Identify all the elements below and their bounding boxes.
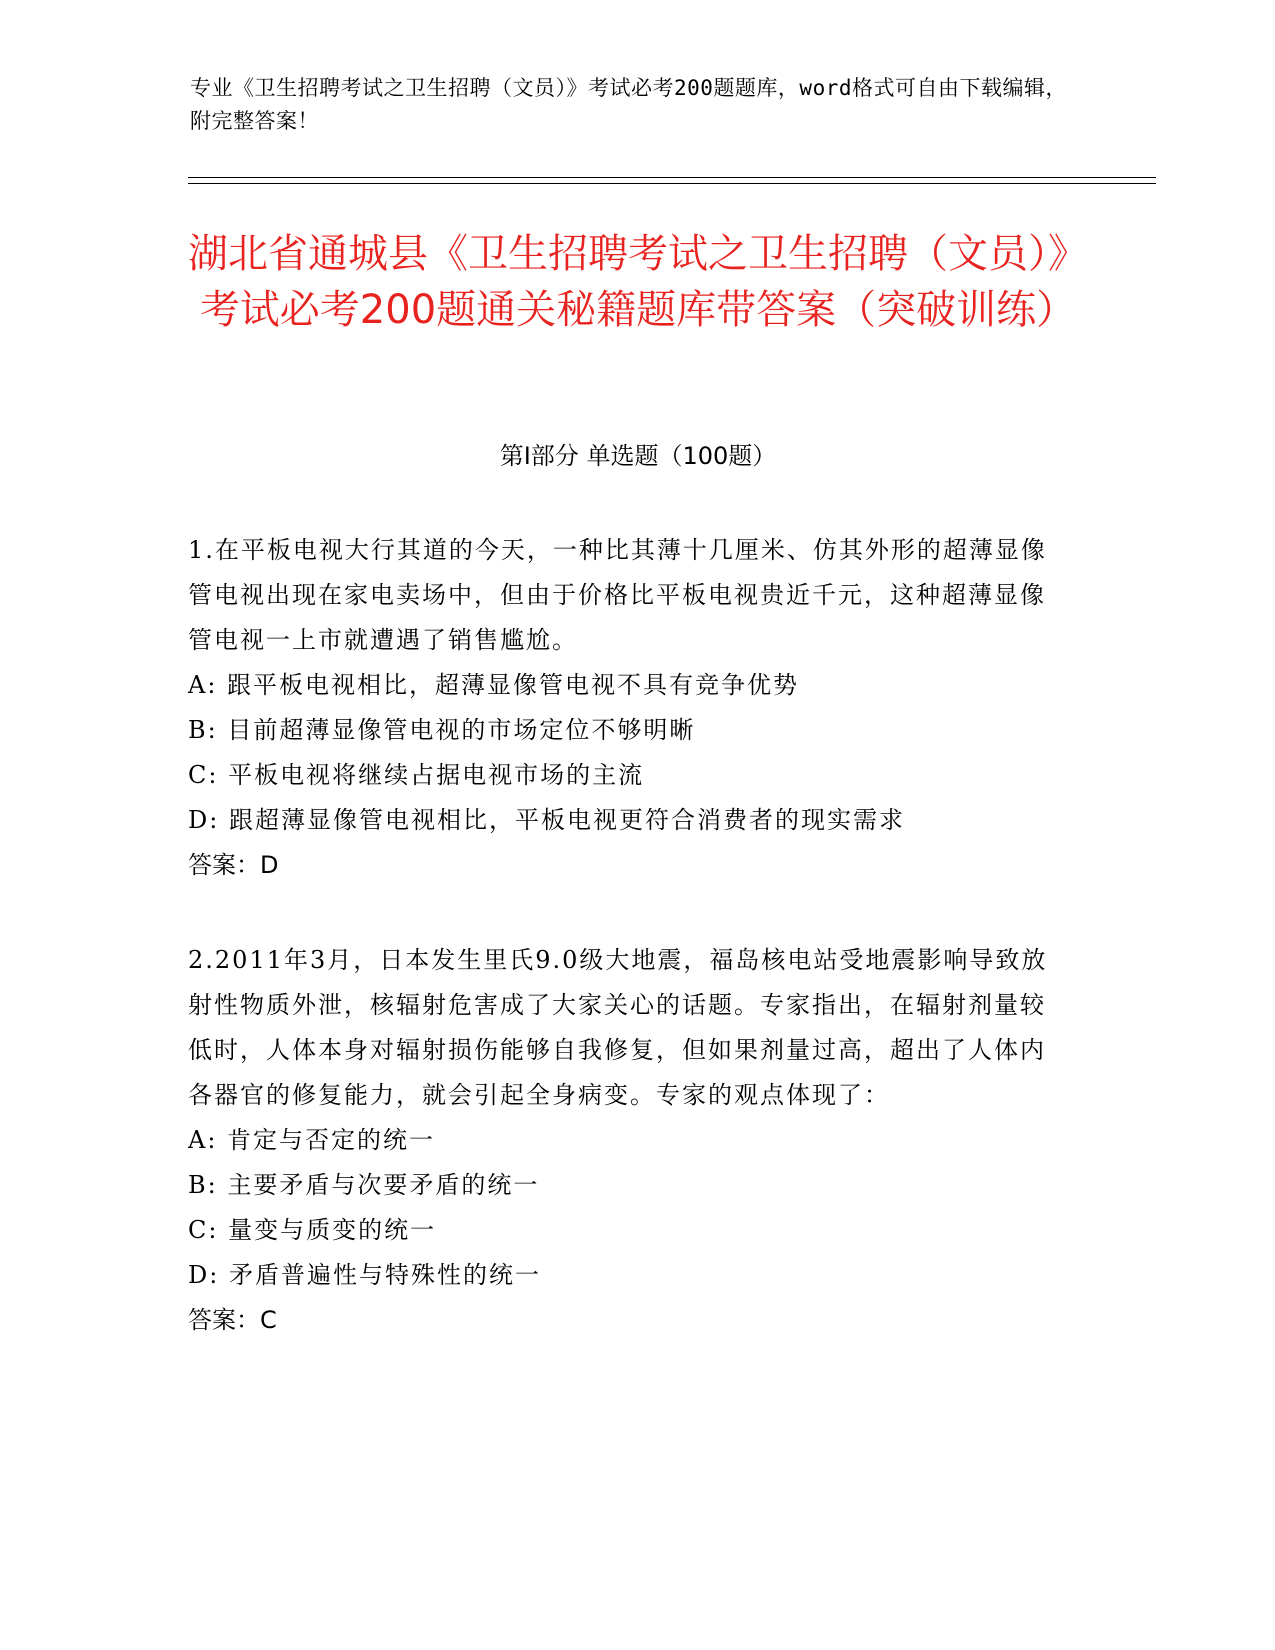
- option-c: C: 平板电视将继续占据电视市场的主流: [188, 761, 645, 789]
- option-a: A: 跟平板电视相比，超薄显像管电视不具有竞争优势: [188, 671, 800, 699]
- option-c: C: 量变与质变的统一: [188, 1216, 437, 1244]
- question-stem: 2.2011年3月，日本发生里氏9.0级大地震，福岛核电站受地震影响导致放射性物质外泄，核辐射危害成了大家关心的话题。专家指出，在辐射剂量较低时，人体本身对辐射损伤能够自我修复，但如果剂量过高，超出了人体内各器官的修复能力，就会引起全身病变。专家的观点体现了：: [188, 946, 1048, 1109]
- option-d: D: 矛盾普遍性与特殊性的统一: [188, 1261, 541, 1289]
- answer-text: 答案：D: [188, 851, 279, 879]
- header-divider-top: [188, 177, 1156, 178]
- question-block: [188, 938, 1068, 1343]
- document-title: 湖北省通城县《卫生招聘考试之卫生招聘（文员）》考试必考200题通关秘籍题库带答案（突破训练）: [188, 231, 1088, 333]
- option-b: B: 主要矛盾与次要矛盾的统一: [188, 1171, 540, 1199]
- question-block: [188, 528, 1068, 888]
- option-b: B: 目前超薄显像管电视的市场定位不够明晰: [188, 716, 696, 744]
- header-note: 专业《卫生招聘考试之卫生招聘（文员）》考试必考200题题库，word格式可自由下载编辑，附完整答案！: [190, 76, 1067, 133]
- header-divider-bottom: [188, 183, 1156, 184]
- question-stem: 1.在平板电视大行其道的今天，一种比其薄十几厘米、仿其外形的超薄显像管电视出现在家电卖场中，但由于价格比平板电视贵近千元，这种超薄显像管电视一上市就遭遇了销售尴尬。: [188, 536, 1047, 654]
- option-a: A: 肯定与否定的统一: [188, 1126, 436, 1154]
- option-d: D: 跟超薄显像管电视相比，平板电视更符合消费者的现实需求: [188, 806, 905, 834]
- answer-text: 答案：C: [188, 1306, 277, 1334]
- section-heading: 第Ⅰ部分 单选题（100题）: [499, 442, 777, 470]
